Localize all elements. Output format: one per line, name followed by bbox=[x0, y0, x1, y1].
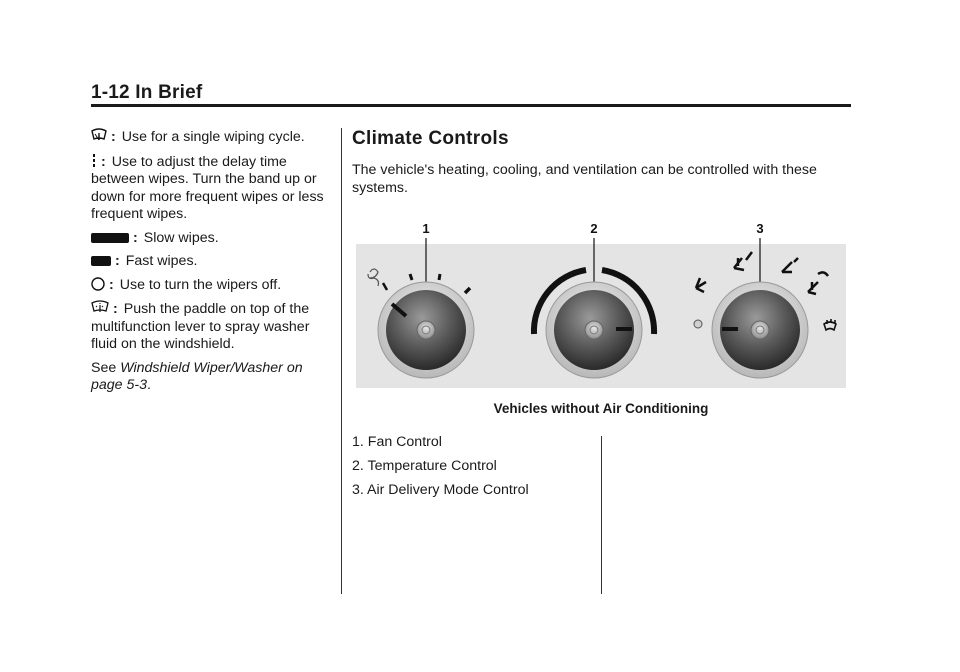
wiper-item-slow bbox=[91, 230, 331, 248]
list-divider bbox=[601, 436, 602, 594]
control-list bbox=[352, 434, 592, 506]
figure-caption: Vehicles without Air Conditioning bbox=[493, 401, 709, 416]
wiper-item-delay bbox=[91, 153, 331, 224]
see-link[interactable]: Windshield Wiper/Washer on page 5-3 bbox=[91, 359, 303, 393]
wiper-instructions bbox=[91, 128, 331, 401]
climate-control-panel-illustration bbox=[356, 218, 846, 390]
wiper-item-text: Push the paddle on top of the multifunction lever to spray washer fluid on the windshield. bbox=[91, 301, 310, 352]
fast-wipe-icon bbox=[91, 255, 111, 267]
slow-wipe-icon bbox=[91, 232, 129, 244]
mode-indicator-dot bbox=[694, 320, 702, 328]
wiper-item-colon: : bbox=[111, 129, 116, 145]
callout-1: 1 bbox=[422, 221, 430, 236]
callout-2: 2 bbox=[590, 221, 598, 236]
wiper-item-colon: : bbox=[115, 253, 120, 269]
wiper-item-fast bbox=[91, 253, 331, 271]
header-rule bbox=[91, 104, 851, 107]
wiper-item-off bbox=[91, 277, 331, 295]
fan-speed-mark-2 bbox=[439, 274, 440, 280]
wiper-item-washer bbox=[91, 300, 331, 354]
list-item: 1. Fan Control bbox=[352, 434, 442, 450]
fan-speed-mark-1 bbox=[410, 274, 412, 280]
wiper-item-text: Use to adjust the delay time between wipes. Turn the band up or down for more frequent wipes or less frequent wipes. bbox=[91, 153, 324, 222]
see-suffix: . bbox=[147, 377, 151, 393]
page-header bbox=[91, 82, 851, 106]
single-wipe-icon bbox=[91, 128, 107, 143]
wiper-item-text: Use for a single wiping cycle. bbox=[121, 129, 305, 145]
climate-section bbox=[352, 128, 852, 197]
column-divider bbox=[341, 128, 342, 594]
wiper-item-colon: : bbox=[109, 276, 114, 293]
climate-intro: The vehicle's heating, cooling, and ventilation can be controlled with these systems. bbox=[352, 162, 817, 196]
climate-heading: Climate Controls bbox=[352, 128, 509, 149]
wiper-item-colon: : bbox=[113, 301, 118, 317]
wiper-item-colon: : bbox=[101, 153, 106, 170]
wiper-item-text: Slow wipes. bbox=[143, 229, 219, 246]
list-item: 3. Air Delivery Mode Control bbox=[352, 482, 529, 498]
see-reference bbox=[91, 360, 331, 395]
page-title: 1-12 In Brief bbox=[91, 82, 203, 103]
callout-3: 3 bbox=[756, 221, 764, 236]
see-prefix: See bbox=[91, 359, 121, 376]
wiper-item-single bbox=[91, 128, 331, 147]
wiper-item-text: Use to turn the wipers off. bbox=[119, 276, 282, 293]
washer-icon bbox=[91, 300, 109, 315]
list-item: 2. Temperature Control bbox=[352, 458, 497, 474]
wiper-off-icon bbox=[91, 277, 105, 291]
wiper-item-colon: : bbox=[133, 229, 138, 246]
wiper-item-text: Fast wipes. bbox=[125, 253, 198, 269]
delay-icon bbox=[91, 153, 97, 168]
